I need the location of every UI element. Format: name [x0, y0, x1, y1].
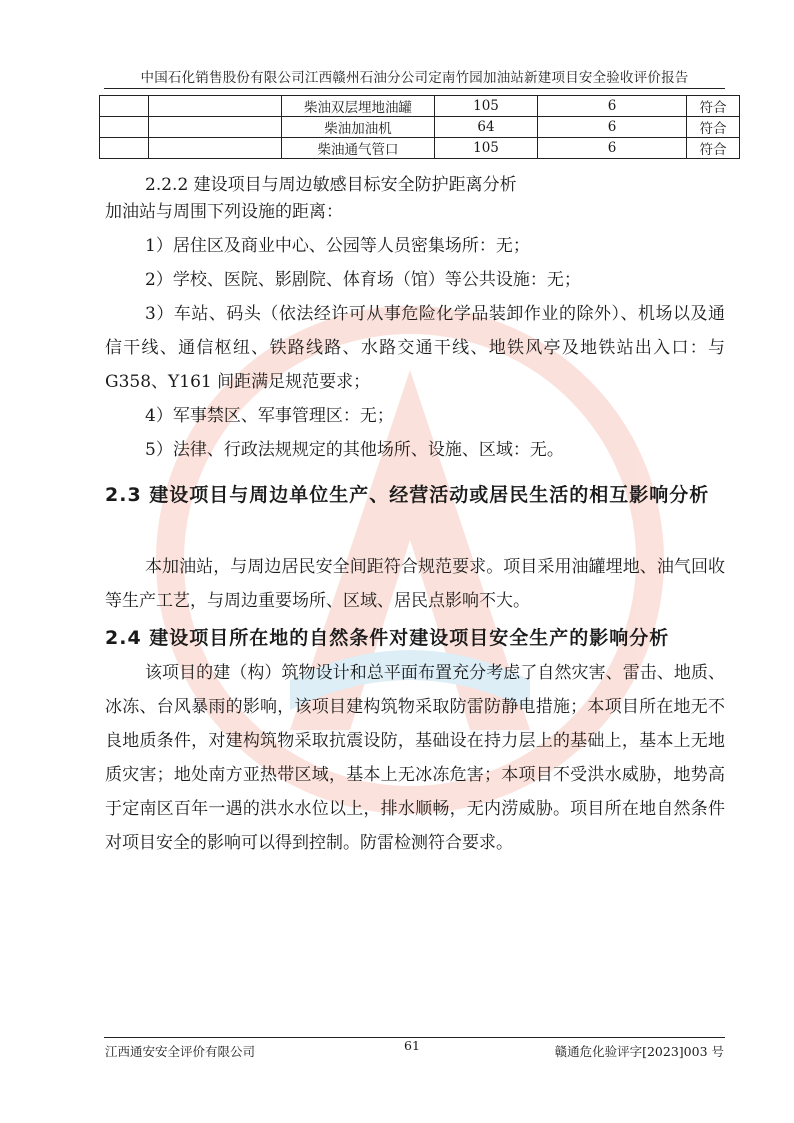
- actual-distance-cell: 64: [435, 117, 538, 138]
- table-cell: [100, 96, 149, 117]
- section-intro: 加油站与周围下列设施的距离：: [105, 202, 343, 222]
- table-row: [100, 138, 740, 159]
- list-item: 5）法律、行政法规规定的其他场所、设施、区域：无。: [145, 440, 564, 460]
- section-2-2-2-body: [105, 195, 725, 467]
- result-cell: 符合: [687, 96, 740, 117]
- list-item: 4）军事禁区、军事管理区：无；: [145, 406, 394, 426]
- section-2-2-2-heading: 2.2.2 建设项目与周边敏感目标安全防护距离分析: [145, 175, 517, 195]
- distance-table: [99, 95, 740, 159]
- facility-name-cell: 柴油通气管口: [282, 138, 435, 159]
- required-distance-cell: 6: [538, 117, 687, 138]
- table-row: [100, 117, 740, 138]
- section-2-3-body: 本加油站，与周边居民安全间距符合规范要求。项目采用油罐埋地、油气回收等生产工艺，与周边重要场所、区域、居民点影响不大。: [105, 557, 725, 611]
- result-cell: 符合: [687, 138, 740, 159]
- list-item: 2）学校、医院、影剧院、体育场（馆）等公共设施：无；: [145, 270, 581, 290]
- document-number: 赣通危化验评字[2023]003 号: [554, 1044, 724, 1059]
- page-header: 中国石化销售股份有限公司江西赣州石油分公司定南竹园加油站新建项目安全验收评价报告: [140, 70, 689, 86]
- table-row: [100, 96, 740, 117]
- table-cell: [149, 117, 282, 138]
- facility-name-cell: 柴油双层埋地油罐: [282, 96, 435, 117]
- section-2-4-body: 该项目的建（构）筑物设计和总平面布置充分考虑了自然灾害、雷击、地质、冰冻、台风暴雨的影响，该项目建构筑物采取防雷防静电措施；本项目所在地无不良地质条件，对建构筑物采取抗震设防，基础设在持力层上的基础上，基本上无地质灾害；地处南方亚热带区域，基本上无冰冻危害；本项目不受洪水威胁，地势高于定南区百年一遇的洪水水位以上，排水顺畅，无内涝威胁。项目所在地自然条件对项目安全的影响可以得到控制。防雷检测符合要求。: [105, 663, 725, 853]
- footer-company: 江西通安安全评价有限公司: [105, 1044, 256, 1059]
- table-cell: [100, 117, 149, 138]
- facility-name-cell: 柴油加油机: [282, 117, 435, 138]
- required-distance-cell: 6: [538, 138, 687, 159]
- list-item: 1）居住区及商业中心、公园等人员密集场所：无；: [145, 236, 530, 256]
- header-rule: [104, 88, 725, 89]
- required-distance-cell: 6: [538, 96, 687, 117]
- actual-distance-cell: 105: [435, 96, 538, 117]
- table-cell: [149, 138, 282, 159]
- section-2-3-heading: 2.3 建设项目与周边单位生产、经营活动或居民生活的相互影响分析: [105, 484, 710, 506]
- section-2-4-heading: 2.4 建设项目所在地的自然条件对建设项目安全生产的影响分析: [105, 627, 670, 649]
- table-cell: [149, 96, 282, 117]
- table-cell: [100, 138, 149, 159]
- result-cell: 符合: [687, 117, 740, 138]
- page-number: 61: [404, 1038, 420, 1053]
- list-item: 3）车站、码头（依法经许可从事危险化学品装卸作业的除外）、机场以及通信干线、通信枢纽、铁路线路、水路交通干线、地铁风亭及地铁站出入口：与 G358、Y161 间距满足规范要求；: [105, 304, 725, 392]
- actual-distance-cell: 105: [435, 138, 538, 159]
